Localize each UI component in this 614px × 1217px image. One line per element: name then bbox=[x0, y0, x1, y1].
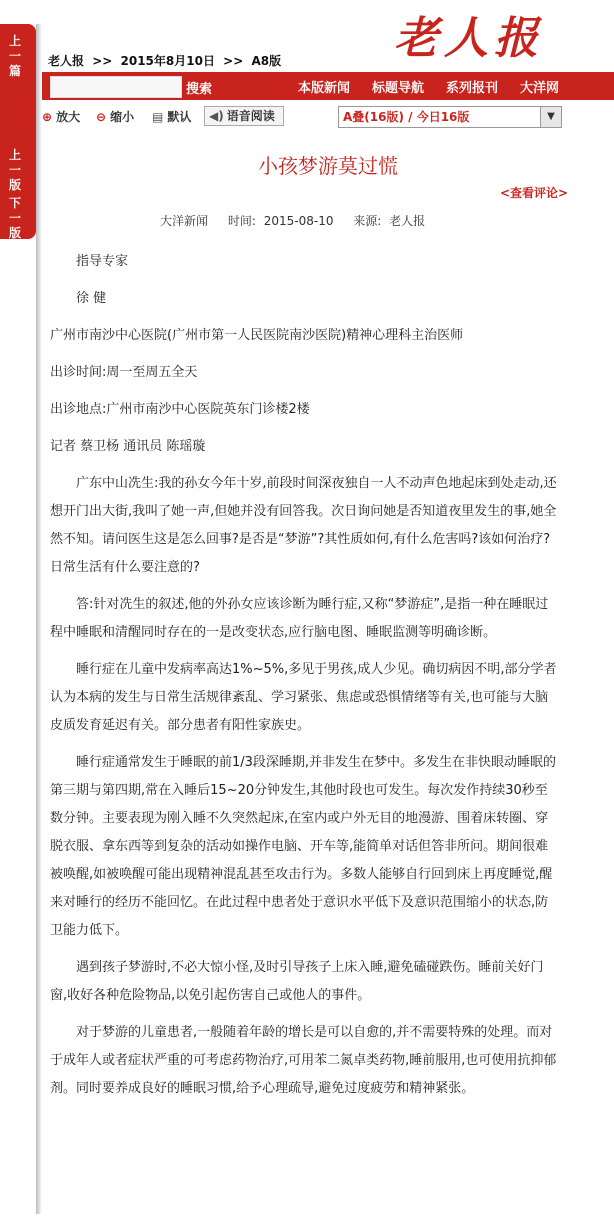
expert-label: 指导专家 bbox=[76, 254, 129, 269]
expert-title: 广州市南沙中心医院(广州市第一人民医院南沙医院)精神心理科主治医师 bbox=[50, 328, 464, 343]
zoom-in-button[interactable] bbox=[42, 108, 80, 125]
left-sidebar bbox=[0, 0, 38, 1217]
source-label: 来源: bbox=[353, 214, 382, 228]
voice-read-button[interactable] bbox=[204, 106, 284, 126]
article-paragraph: 睡行症通常发生于睡眠的前1/3段深睡期,并非发生在梦中。多发生在非快眼动睡眠的第三期与第四期,常在入睡后15~20分钟发生,其他时段也可发生。每次发作持续30秒至数分钟。主要表现为刚入睡不久突然起床,在室内或户外无目的地漫游、围着床转圈、穿脱衣服、拿东西等到复杂的活动如操作电脑、开车等,能简单对话但答非所问。期间很难被唤醒,如被唤醒可能出现精神混乱甚至攻击行为。多数人能够自行回到床上再度睡觉,醒来对睡行的经历不能回忆。在此过程中患者处于意识水平低下及意识范围缩小的状态,防卫能力低下。 bbox=[50, 755, 557, 938]
breadcrumb-page[interactable]: A8版 bbox=[251, 54, 282, 68]
magnifier-plus-icon: ⊕ bbox=[42, 110, 53, 124]
clinic-place: 出诊地点:广州市南沙中心医院英东门诊楼2楼 bbox=[50, 402, 310, 417]
edition-select[interactable] bbox=[338, 106, 562, 128]
breadcrumb-separator: >> bbox=[223, 54, 244, 68]
article-paragraph: 答:针对冼生的叙述,他的外孙女应该诊断为睡行症,又称“梦游症”,是指一种在睡眠过程中睡眠和清醒同时存在的一是改变状态,应行脑电图、睡眠监测等明确诊断。 bbox=[50, 597, 549, 640]
breadcrumb bbox=[48, 52, 281, 69]
search-button[interactable]: 搜索 bbox=[186, 82, 213, 97]
breadcrumb-separator: >> bbox=[92, 54, 113, 68]
edition-select-value: A叠(16版) / 今日16版 bbox=[343, 110, 470, 124]
zoom-out-label: 缩小 bbox=[110, 110, 135, 124]
speaker-icon: ◀) bbox=[209, 109, 224, 123]
default-size-button[interactable] bbox=[152, 108, 191, 125]
top-navbar bbox=[42, 72, 614, 100]
article-title: 小孩梦游莫过慌 bbox=[258, 154, 398, 178]
time-label: 时间: bbox=[227, 214, 256, 228]
source-site: 大洋新闻 bbox=[160, 214, 209, 228]
article-paragraph: 睡行症在儿童中发病率高达1%~5%,多见于男孩,成人少见。确切病因不明,部分学者认为本病的发生与日常生活规律紊乱、学习紧张、焦虑或恐惧情绪等有关,也可能与大脑皮质发育延迟有关。部分患者有阳性家族史。 bbox=[50, 662, 557, 733]
zoom-out-button[interactable] bbox=[96, 108, 134, 125]
view-comments-link[interactable]: <查看评论> bbox=[500, 186, 569, 200]
default-label: 默认 bbox=[167, 110, 192, 124]
reporters: 记者 蔡卫杨 通讯员 陈瑶璇 bbox=[50, 439, 206, 454]
publish-time: 2015-08-10 bbox=[263, 214, 334, 228]
chevron-down-icon[interactable]: ▼ bbox=[540, 107, 561, 127]
clinic-time: 出诊时间:周一至周五全天 bbox=[50, 365, 198, 380]
article-body bbox=[50, 248, 560, 1112]
breadcrumb-date[interactable]: 2015年8月10日 bbox=[120, 54, 215, 68]
expert-name: 徐 健 bbox=[76, 291, 107, 306]
breadcrumb-paper[interactable]: 老人报 bbox=[48, 54, 85, 68]
page-icon: ▤ bbox=[152, 110, 164, 124]
next-page-button[interactable]: 下一版 bbox=[8, 196, 21, 240]
newspaper-logo: 老人报 bbox=[394, 13, 544, 64]
nav-item-series[interactable]: 系列报刊 bbox=[446, 81, 499, 96]
sidebar-shadow bbox=[36, 24, 42, 1214]
nav-item-title-nav[interactable]: 标题导航 bbox=[372, 81, 425, 96]
nav-item-page-news[interactable]: 本版新闻 bbox=[298, 81, 351, 96]
voice-label: 语音阅读 bbox=[226, 109, 275, 123]
article-paragraph: 遇到孩子梦游时,不必大惊小怪,及时引导孩子上床入睡,避免磕碰跌伤。睡前关好门窗,收好各种危险物品,以免引起伤害自己或他人的事件。 bbox=[50, 960, 544, 1003]
source-name: 老人报 bbox=[389, 214, 426, 228]
nav-item-dayoo[interactable]: 大洋网 bbox=[520, 81, 560, 96]
toolbar bbox=[42, 104, 614, 130]
prev-page-button[interactable]: 上一版 bbox=[8, 148, 21, 192]
prev-article-button[interactable]: 上一篇 bbox=[8, 34, 21, 78]
article-paragraph: 对于梦游的儿童患者,一般随着年龄的增长是可以自愈的,并不需要特殊的处理。而对于成年人或者症状严重的可考虑药物治疗,可用苯二氮卓类药物,睡前服用,也可使用抗抑郁剂。同时要养成良好的睡眠习惯,给予心理疏导,避免过度疲劳和精神紧张。 bbox=[50, 1025, 557, 1096]
magnifier-minus-icon: ⊖ bbox=[96, 110, 107, 124]
article-paragraph: 广东中山冼生:我的孙女今年十岁,前段时间深夜独自一人不动声色地起床到处走动,还想开门出大街,我叫了她一声,但她并没有回答我。次日询问她是否知道夜里发生的事,她全然不知。请问医生这是怎么回事?是否是“梦游”?其性质如何,有什么危害吗?该如何治疗?日常生活有什么要注意的? bbox=[50, 476, 557, 575]
zoom-in-label: 放大 bbox=[56, 110, 81, 124]
article-meta bbox=[160, 212, 425, 229]
search-input[interactable] bbox=[50, 76, 182, 98]
